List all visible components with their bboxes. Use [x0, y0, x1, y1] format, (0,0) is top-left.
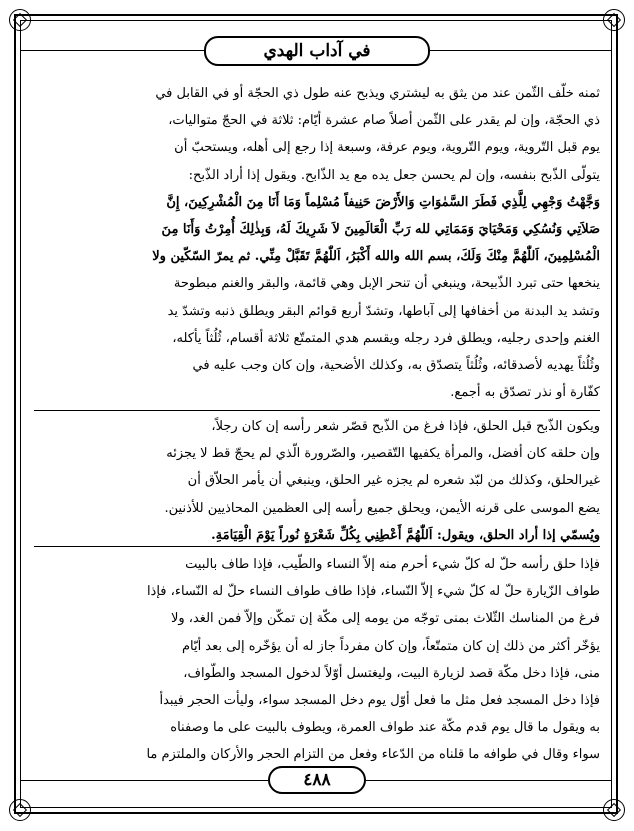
paragraph-1 — [34, 80, 600, 406]
running-header — [204, 36, 430, 66]
footer-rule-left — [21, 780, 268, 781]
text-line: منى، فإذا دخل مكّة قصد لزيارة البيت، وليغتسل أوّلاً لدخول المسجد والطّواف، — [183, 665, 600, 681]
text-line: فإذا دخل المسجد فعل مثل ما فعل أوّل يوم دخل المسجد سواء، وليأت الحجر فيبدأ — [159, 692, 600, 708]
text-line: ذي الحجّة، وإن لم يقدر على الثّمن أصلاً صام عشرة أيّام: ثلاثة في الحجّ متواليات، — [168, 113, 600, 129]
paragraph-2 — [34, 413, 600, 549]
page-number-box — [268, 766, 366, 794]
page-footer — [250, 764, 384, 798]
text-line: كفّارة أو نذر تصدّق به أجمع. — [450, 385, 600, 401]
header-rule-left — [21, 50, 204, 51]
text-line: وتشد يد البدنة من أخفافها إلى آباطها، وتشدّ أربع قوائم البقر ويطلق ذنبه وتشدّ يد — [167, 303, 600, 319]
text-line: فرغ من المناسك الثّلاث بمنى توجّه من يومه إلى مكّة إن تمكّن وإلاّ فمن الغد، ولا — [170, 611, 600, 627]
text-line: ويكون الذّبح قبل الحلق، فإذا فرغ من الذّبح قصّر شعر رأسه إن كان رجلاً، — [211, 419, 600, 434]
footer-rule-right — [366, 780, 611, 781]
corner-ornament-icon — [603, 799, 625, 821]
text-line: طواف الزّيارة حلّ له كلّ شيء إلاّ النّساء، فإذا طاف طواف النساء حلّ له النّساء، فإذا — [146, 584, 600, 600]
text-line: سواء وقال في طوافه ما قلناه من الدّعاء وفعل من التزام الحجر والأركان والملتزم ما — [146, 747, 600, 763]
text-line: يؤخّر أكثر من ذلك إن كان متمتّعاً، وإن كان مفرداً جاز له أن يؤخّره إلى بعد أيّام — [181, 638, 600, 654]
section-divider — [34, 546, 600, 547]
supplication-line: ويُسمّي إذا أراد الحلق، ويقول: اَللّٰهُمَّ أَعْطِنِي بِكُلِّ شَعْرَةٍ نُوراً يَوْمَ الْقِيَامَةِ. — [211, 527, 600, 543]
text-line: وثُلُثاً يهديه لأصدقائه، وثُلُثاً يتصدّق به، وكذلك الأضحية، وإن كان وجب عليه في — [192, 357, 600, 373]
supplication-line: صَلاَتِي وَنُسُكِي وَمَحْيَايَ وَمَمَاتِي لله رَبِّ الْعَالَمِينَ لاَ شَرِيكَ لَهُ، وَبِذٰلِكَ أُمِرْتُ وَأَنَا مِنَ — [161, 221, 600, 237]
corner-ornament-icon — [603, 9, 625, 31]
text-line: يضع الموسى على قرنه الأيمن، ويحلق جميع رأسه إلى العظمين المحاذيين للأذنين. — [164, 500, 600, 516]
page-title: في آداب الهدي — [263, 41, 371, 61]
text-line: غيرالحلق، وكذلك من لبّد شعره لم يجزه غير الحلق، وينبغي أن يأمر الحلاّق أن — [187, 473, 600, 489]
supplication-line: الْمُسْلِمِينَ، اَللّٰهُمَّ مِنْكَ وَلَكَ، بسم الله والله أَكْبَرُ، اَللّٰهُمَّ تَقَبَّلْ مِنِّي. ثم يمرّ السّكّين ولا — [152, 249, 600, 265]
text-line: الغنم وإحدى رجليه، ويطلق فرد رجله ويقسم هدي المتمتّع ثلاثة أقسام، ثُلُثاً يأكله، — [172, 330, 600, 346]
text-line: يتولّى الذّبح بنفسه، وإن لم يحسن جعل يده مع يد الذّابح. ويقول إذا أراد الذّبح: — [188, 167, 600, 183]
text-line: ثمنه خلّف الثّمن عند من يثق به ليشتري ويذبح عنه طول ذي الحجّة أو في القابل في — [155, 86, 600, 101]
text-line: فإذا حلق رأسه حلّ له كلّ شيء أحرم منه إلاّ النساء والطّيب، فإذا طاف بالبيت — [185, 557, 600, 572]
text-line: وإن حلقه كان أفضل، والمرأة يكفيها التّقصير، والصّرورة الّذي لم يحجّ قط لا يجزئه — [166, 446, 600, 462]
text-line: يوم قبل التّروية، ويوم التّروية، ويوم عرفة، وسبعة إذا رجع إلى أهله، ويستحبّ أن — [174, 140, 600, 156]
corner-ornament-icon — [9, 799, 31, 821]
page-number: ٤٨٨ — [303, 770, 331, 790]
text-line: به ويقول ما قال يوم قدم مكّة عند طواف العمرة، ويطوف بالبيت على ما وصفناه — [170, 720, 600, 736]
section-divider — [34, 410, 600, 411]
supplication-line: وَجَّهْتُ وَجْهِي لِلَّذِي فَطَرَ السَّمٰوَاتِ وَالأَرْضَ حَنِيفاً مُسْلِماً وَمَا أَنَا مِنَ الْمُشْرِكِينَ، إِنَّ — [166, 194, 600, 210]
text-line: ينخعها حتى تبرد الذّبيحة، وينبغي أن تنحر الإبل وهي قائمة، والبقر والغنم مبطوحة — [173, 276, 600, 292]
corner-ornament-icon — [9, 9, 31, 31]
header-rule-right — [430, 50, 611, 51]
paragraph-3 — [34, 551, 600, 769]
